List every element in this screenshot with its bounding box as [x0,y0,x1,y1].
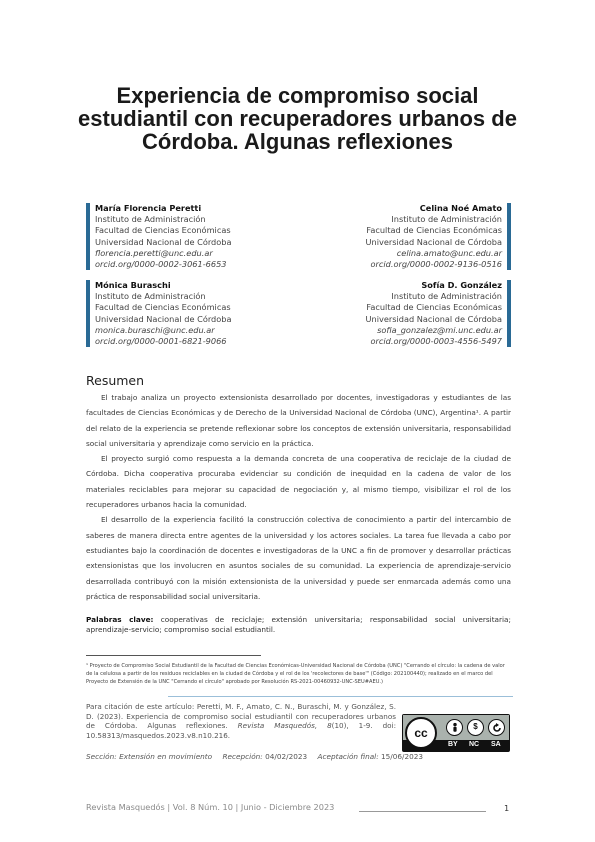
author-block-4 [366,280,511,347]
cc-icon: cc [405,717,437,749]
nc-label: NC [469,741,480,748]
received-label: Recepción: [222,752,263,761]
author-affiliation: Universidad Nacional de Córdoba [365,313,502,324]
by-person-icon [446,719,463,736]
by-label: BY [448,741,458,748]
keywords-label: Palabras clave: [86,615,154,624]
citation [86,702,396,740]
author-affiliation: Facultad de Ciencias Económicas [366,302,502,313]
citation-journal: Revista Masquedós, 8 [237,721,332,730]
author-affiliation: Facultad de Ciencias Económicas [366,225,502,236]
article-title: Experiencia de compromiso social estudiantil con recuperadores urbanos de Córdoba. Algunas reflexiones [78,83,517,154]
author-orcid[interactable]: orcid.org/0000-0002-3061-6653 [95,259,227,270]
abstract-paragraph: El proyecto surgió como respuesta a la demanda concreta de una cooperativa de reciclaje de la ciudad de Córdoba. Dicha cooperativa procuraba evidenciar su condición de inequidad en la cadena de valor de los materiales reciclables para mejorar su capacidad de negociación y, al mismo tiempo, visibilizar el rol de los recuperadores urbanos hacia la comunidad. [86,454,511,510]
author-block-3 [86,280,231,347]
abstract-heading: Resumen [86,373,145,388]
article-meta [86,752,423,761]
keywords [86,615,511,635]
author-email[interactable]: sofia_gonzalez@mi.unc.edu.ar [377,324,502,335]
author-email[interactable]: florencia.peretti@unc.edu.ar [95,247,213,258]
author-affiliation: Instituto de Administración [95,291,206,302]
author-affiliation: Universidad Nacional de Córdoba [95,236,232,247]
footnote: ¹ Proyecto de Compromiso Social Estudiantil de la Facultad de Ciencias Económicas-Universidad Nacional de Córdoba (UNC) "Cerrando el círculo: la cadena de valor de la celulosa a partir de los residuos reciclables en la ciudad de Córdoba y el rol de los 'recolectores de base'" (Código: 202100440); realizado en el marco del Proyecto de Extensión de la UNC "Cerrando el círculo" aprobado por Resolución RS-2021-00460932-UNC-SEU#AEU.) [86,663,505,686]
author-orcid[interactable]: orcid.org/0000-0001-6821-9066 [95,336,227,347]
accepted-label: Aceptación final: [317,752,379,761]
author-affiliation: Instituto de Administración [95,214,206,225]
section-label: Sección: [86,752,117,761]
author-name: Mónica Buraschi [95,280,171,290]
author-block-1 [86,203,231,270]
author-name: María Florencia Peretti [95,203,202,213]
section-value: Extensión en movimiento [119,752,213,761]
nc-dollar-icon: $ [467,719,484,736]
citation-suffix: (10), 1-9. doi: 10.58313/masquedos.2023.v8.n10.216. [86,721,396,740]
author-affiliation: Instituto de Administración [391,291,502,302]
author-email[interactable]: monica.buraschi@unc.edu.ar [95,324,215,335]
author-orcid[interactable]: orcid.org/0000-0003-4556-5497 [370,336,502,347]
footer-rule [359,811,486,812]
author-affiliation: Facultad de Ciencias Económicas [95,225,231,236]
cc-license-badge[interactable] [402,714,510,752]
page-number: 1 [504,803,510,813]
sa-circle-arrow-icon [488,719,505,736]
citation-divider [168,696,513,697]
author-email[interactable]: celina.amato@unc.edu.ar [396,247,502,258]
abstract-body [86,390,511,604]
keywords-text: cooperativas de reciclaje; extensión universitaria; responsabilidad social universitaria; aprendizaje-servicio; compromiso social estudiantil. [86,615,511,635]
author-orcid[interactable]: orcid.org/0000-0002-9136-0516 [370,259,502,270]
author-name: Sofía D. González [421,280,502,290]
received-date: 04/02/2023 [265,752,308,761]
accepted-date: 15/06/2023 [381,752,424,761]
author-affiliation: Universidad Nacional de Córdoba [365,236,502,247]
author-affiliation: Instituto de Administración [391,214,502,225]
abstract-paragraph: El desarrollo de la experiencia facilitó la construcción colectiva de conocimiento a partir del intercambio de saberes de manera directa entre agentes de la universidad y los actores sociales. La tarea fue llevada a cabo por estudiantes bajo la coordinación de docentes e investigadoras de la UNC a fin de promover y desarrollar prácticas extensionistas que los involucren en asuntos sociales de su comunidad. La experiencia de aprendizaje-servicio desarrollada contribuyó con la misión extensionista de la universidad y puede ser enmarcada además como una práctica de responsabilidad social universitaria. [86,515,511,601]
abstract-paragraph: El trabajo analiza un proyecto extensionista desarrollado por docentes, investigadoras y estudiantes de las facultades de Ciencias Económicas y de Derecho de la Universidad Nacional de Córdoba (UNC), Argentina¹. A partir del relato de la experiencia se pretende reflexionar sobre los conceptos de extensión universitaria, responsabilidad social universitaria y aprendizaje como servicio en la práctica. [86,393,511,448]
author-block-2 [366,203,511,270]
author-affiliation: Facultad de Ciencias Económicas [95,302,231,313]
citation-prefix: Para citación de este artículo: Peretti, M. F., Amato, C. N., Buraschi, M. y González, S. D. (2023). Experiencia de compromiso social estudiantil con recuperadores urbanos de Córdoba. Algunas reflexiones. [86,702,396,730]
sa-label: SA [491,741,501,748]
journal-footer: Revista Masquedós | Vol. 8 Núm. 10 | Junio - Diciembre 2023 [86,802,335,812]
footnote-divider [86,655,261,656]
author-name: Celina Noé Amato [419,203,502,213]
author-affiliation: Universidad Nacional de Córdoba [95,313,232,324]
